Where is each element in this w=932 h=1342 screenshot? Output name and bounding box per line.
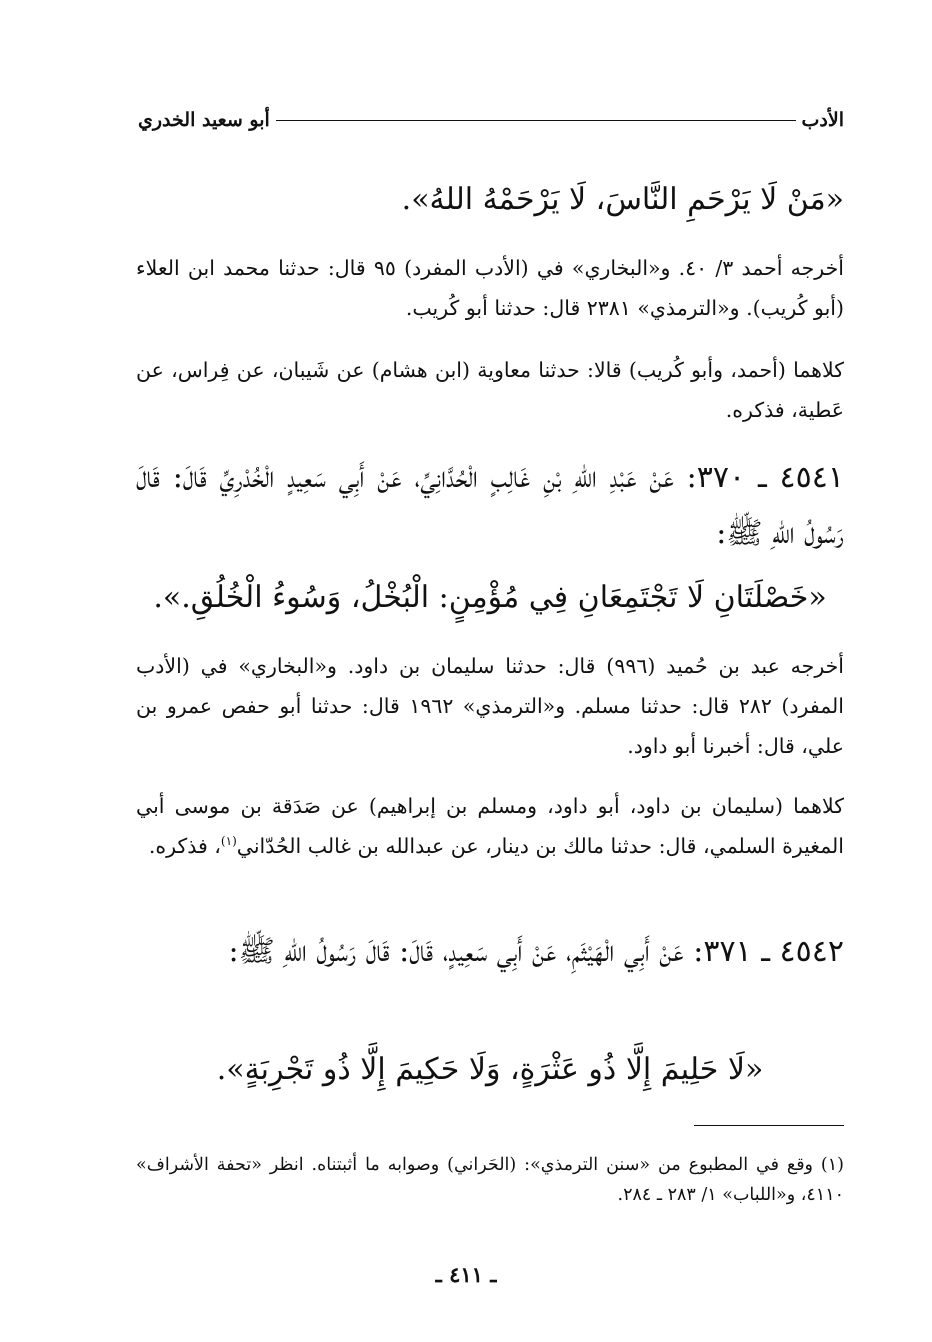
hadith-quote-text: «مَنْ لَا يَرْحَمِ النَّاسَ، لَا يَرْحَمْهُ اللهُ».: [401, 182, 844, 217]
isnad-text: كلاهما (سليمان بن داود، أبو داود، ومسلم بن إبراهيم) عن صَدَقة بن موسى أبي المغيرة السلمي، قال: حدثنا مالك بن دينار، عن عبدالله بن غالب الحُدّاني: [136, 794, 844, 858]
running-header: [138, 104, 844, 136]
takhrij-paragraph: أخرجه أحمد ٣/ ٤٠. و«البخاري» في (الأدب المفرد) ٩٥ قال: حدثنا محمد ابن العلاء (أبو كُريب). و«الترمذي» ٢٣٨١ قال: حدثنا أبو كُريب.: [136, 256, 844, 320]
hadith-heading: ٤٥٤٢ ـ ٣٧١: عَنْ أَبِي الْهَيْثَمِ، عَنْ أَبِي سَعِيدٍ، قَالَ: قَالَ رَسُولُ اللهِ ﷺ:: [228, 934, 844, 969]
isnad-paragraph: كلاهما (أحمد، وأبو كُريب) قالا: حدثنا معاوية (ابن هشام) عن شَيبان، عن فِراس، عن عَطية، فذكره.: [136, 358, 844, 422]
header-rule: [276, 120, 796, 121]
hadith-heading: ٤٥٤١ ـ ٣٧٠: عَنْ عَبْدِ اللهِ بْنِ غَالِبٍ الْحُدَّانِيِّ، عَنْ أَبِي سَعِيدٍ الْخُدْرِيِّ قَالَ: قَالَ رَسُولُ اللهِ ﷺ:: [136, 460, 844, 551]
isnad-text-end: ، فذكره.: [148, 834, 221, 858]
page-number: ـ ٤١١ ـ: [435, 1262, 497, 1287]
isnad-paragraph: [136, 786, 844, 866]
hadith-quote-text: «لَا حَلِيمَ إِلَّا ذُو عَثْرَةٍ، وَلَا حَكِيمَ إِلَّا ذُو تَجْرِبَةٍ».: [216, 1052, 764, 1087]
footnote: (١) وقع في المطبوع من «سنن الترمذي»: (الحَراني) وصوابه ما أثبتناه. انظر «تحفة الأشراف» ٤١١٠، و«اللباب» ١/ ٢٨٣ ـ ٢٨٤.: [136, 1155, 844, 1205]
footnote-reference[interactable]: (١): [220, 834, 237, 849]
header-section-title: أبو سعيد الخدري: [138, 109, 270, 131]
hadith-quote-text: «خَصْلَتَانِ لَا تَجْتَمِعَانِ فِي مُؤْمِنٍ: الْبُخْلُ، وَسُوءُ الْخُلُقِ.».: [153, 580, 827, 615]
header-chapter-title: الأدب: [801, 109, 844, 131]
takhrij-paragraph: أخرجه عبد بن حُميد (٩٩٦) قال: حدثنا سليمان بن داود. و«البخاري» في (الأدب المفرد) ٢٨٢ قال: حدثنا مسلم. و«الترمذي» ١٩٦٢ قال: حدثنا أبو حفص عمرو بن علي، قال: أخبرنا أبو داود.: [136, 654, 844, 758]
footnote-divider: [694, 1125, 844, 1126]
